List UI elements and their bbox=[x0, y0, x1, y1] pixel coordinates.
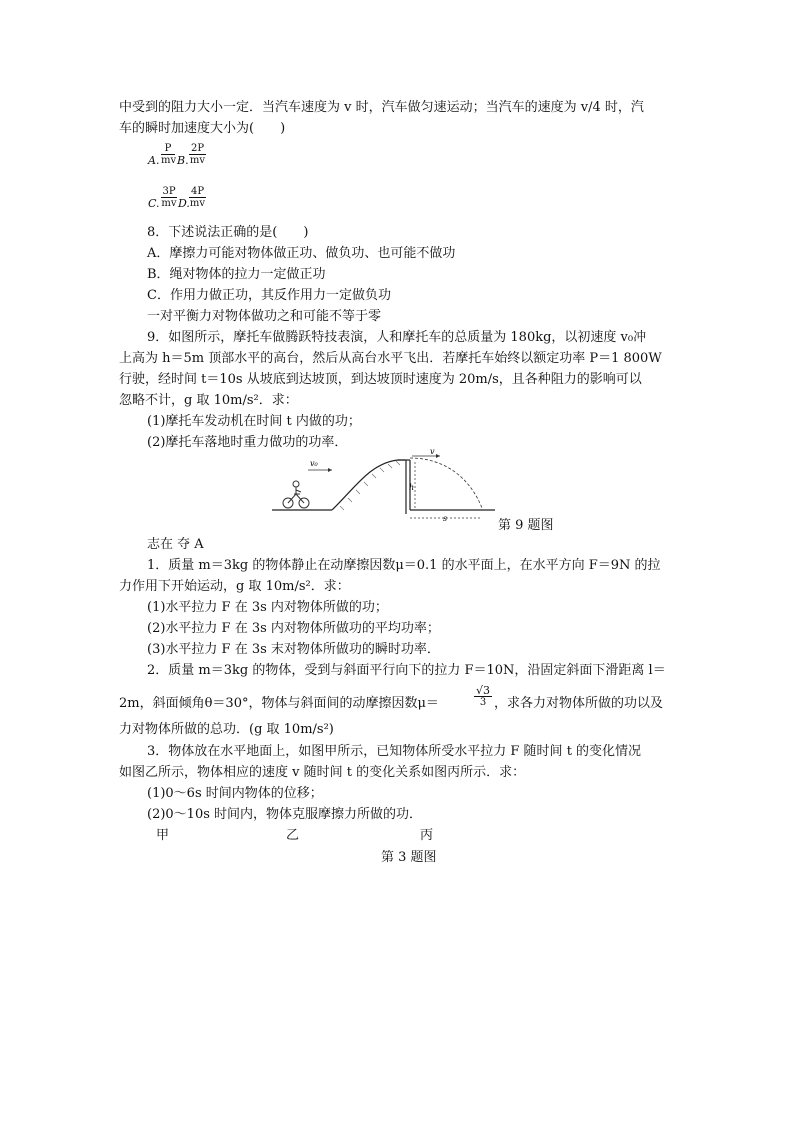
a3-figure-bing-label: 丙 bbox=[420, 828, 434, 843]
motorcycle-icon bbox=[283, 481, 309, 508]
a1-line2: 力作用下开始运动，g 取 10m/s²．求： bbox=[119, 579, 350, 594]
velocity-label: v bbox=[430, 448, 435, 456]
problem9-line1: 9．如图所示，摩托车做腾跃特技表演，人和摩托车的总质量为 180kg，以初速度 v₀冲 bbox=[147, 330, 647, 345]
a2-line2-start: 2m，斜面倾角θ＝30°，物体与斜面间的动摩擦因数μ＝ bbox=[119, 696, 439, 711]
velocity-arrowhead bbox=[436, 454, 440, 458]
a2-line2-end: ，求各力对物体所做的功以及 bbox=[494, 696, 664, 711]
a3-line2: 如图乙所示，物体相应的速度 v 随时间 t 的变化关系如图丙所示．求： bbox=[119, 765, 526, 780]
problem8-stem: 8．下述说法正确的是( ) bbox=[147, 225, 309, 240]
option-c-fraction bbox=[161, 186, 177, 209]
distance-label: s bbox=[443, 514, 448, 523]
problem7-line2: 车的瞬时加速度大小为( ) bbox=[119, 121, 286, 136]
option-a-label: A. bbox=[148, 154, 160, 167]
a1-question1: (1)水平拉力 F 在 3s 内对物体所做的功； bbox=[147, 600, 388, 615]
option-b-label: B. bbox=[177, 154, 189, 167]
option-b-denominator: mv bbox=[189, 155, 206, 166]
problem8-option-d: 一对平衡力对物体做功之和可能不等于零 bbox=[147, 309, 382, 324]
option-d-label: D. bbox=[178, 197, 190, 210]
option-c-label: C. bbox=[148, 197, 160, 210]
height-label: h bbox=[409, 483, 415, 492]
a3-figure-caption: 第 3 题图 bbox=[381, 850, 437, 865]
problem9-figure-caption: 第 9 题图 bbox=[498, 518, 554, 533]
option-a-fraction bbox=[161, 143, 175, 166]
problem9-line2: 上高为 h＝5m 顶部水平的高台，然后从高台水平飞出．若摩托车始终以额定功率 P＝1 800W bbox=[119, 351, 662, 366]
problem8-option-c: C．作用力做正功，其反作用力一定做负功 bbox=[147, 288, 391, 303]
trajectory-curve bbox=[410, 458, 482, 508]
option-d-numerator: 4P bbox=[190, 186, 205, 197]
option-d-denominator: mv bbox=[189, 198, 206, 209]
a1-question2: (2)水平拉力 F 在 3s 内对物体所做功的平均功率； bbox=[147, 621, 440, 636]
option-b-fraction bbox=[189, 143, 206, 166]
a3-figure-yi-label: 乙 bbox=[286, 828, 300, 843]
problem9-question1: (1)摩托车发动机在时间 t 内做的功； bbox=[147, 414, 361, 429]
problem8-option-b: B．绳对物体的拉力一定做正功 bbox=[147, 267, 326, 282]
a2-mu-fraction bbox=[474, 685, 492, 708]
problem9-line3: 行驶，经时间 t＝10s 从坡底到达坡顶，到达坡顶时速度为 20m/s，且各种阻力的影响可以 bbox=[119, 372, 642, 387]
ramp-hatching bbox=[340, 461, 400, 510]
option-c-denominator: mv bbox=[161, 198, 177, 209]
a1-line1: 1．质量 m＝3kg 的物体静止在动摩擦因数μ＝0.1 的水平面上，在水平方向 F＝9N 的拉 bbox=[147, 558, 661, 573]
option-c-numerator: 3P bbox=[162, 186, 176, 197]
option-d-fraction bbox=[189, 186, 206, 209]
initial-velocity-arrowhead bbox=[328, 468, 332, 472]
a1-question3: (3)水平拉力 F 在 3s 末对物体所做功的瞬时功率． bbox=[147, 642, 440, 657]
option-a-numerator: P bbox=[164, 143, 172, 154]
a3-question1: (1)0～6s 时间内物体的位移； bbox=[147, 786, 323, 801]
a2-mu-denominator: 3 bbox=[479, 697, 487, 708]
problem9-line4: 忽略不计，g 取 10m/s²．求： bbox=[119, 393, 298, 408]
option-b-numerator: 2P bbox=[190, 143, 205, 154]
initial-velocity-label: v₀ bbox=[310, 459, 318, 468]
problem8-option-a: A．摩擦力可能对物体做正功、做负功、也可能不做功 bbox=[147, 246, 456, 261]
a3-figure-jia-label: 甲 bbox=[156, 828, 170, 843]
a3-question2: (2)0～10s 时间内，物体克服摩擦力所做的功． bbox=[147, 807, 423, 822]
a2-line3: 力对物体所做的总功．(g 取 10m/s²) bbox=[119, 722, 334, 737]
a2-line1: 2．质量 m＝3kg 的物体，受到与斜面平行向下的拉力 F＝10N，沿固定斜面下滑距离 l＝ bbox=[147, 663, 666, 678]
problem7-line1: 中受到的阻力大小一定．当汽车速度为 v 时，汽车做匀速运动；当汽车的速度为 v/4 时，汽 bbox=[119, 100, 644, 115]
option-a-denominator: mv bbox=[161, 155, 177, 166]
a3-line1: 3．物体放在水平地面上，如图甲所示，已知物体所受水平拉力 F 随时间 t 的变化情况 bbox=[147, 744, 642, 759]
ramp-curve bbox=[332, 460, 405, 510]
problem9-question2: (2)摩托车落地时重力做功的功率． bbox=[147, 435, 348, 450]
motorcycle-jump-figure bbox=[270, 448, 500, 528]
section-heading: 志在 夺 A bbox=[147, 537, 204, 552]
a2-mu-numerator: √3 bbox=[475, 684, 490, 697]
